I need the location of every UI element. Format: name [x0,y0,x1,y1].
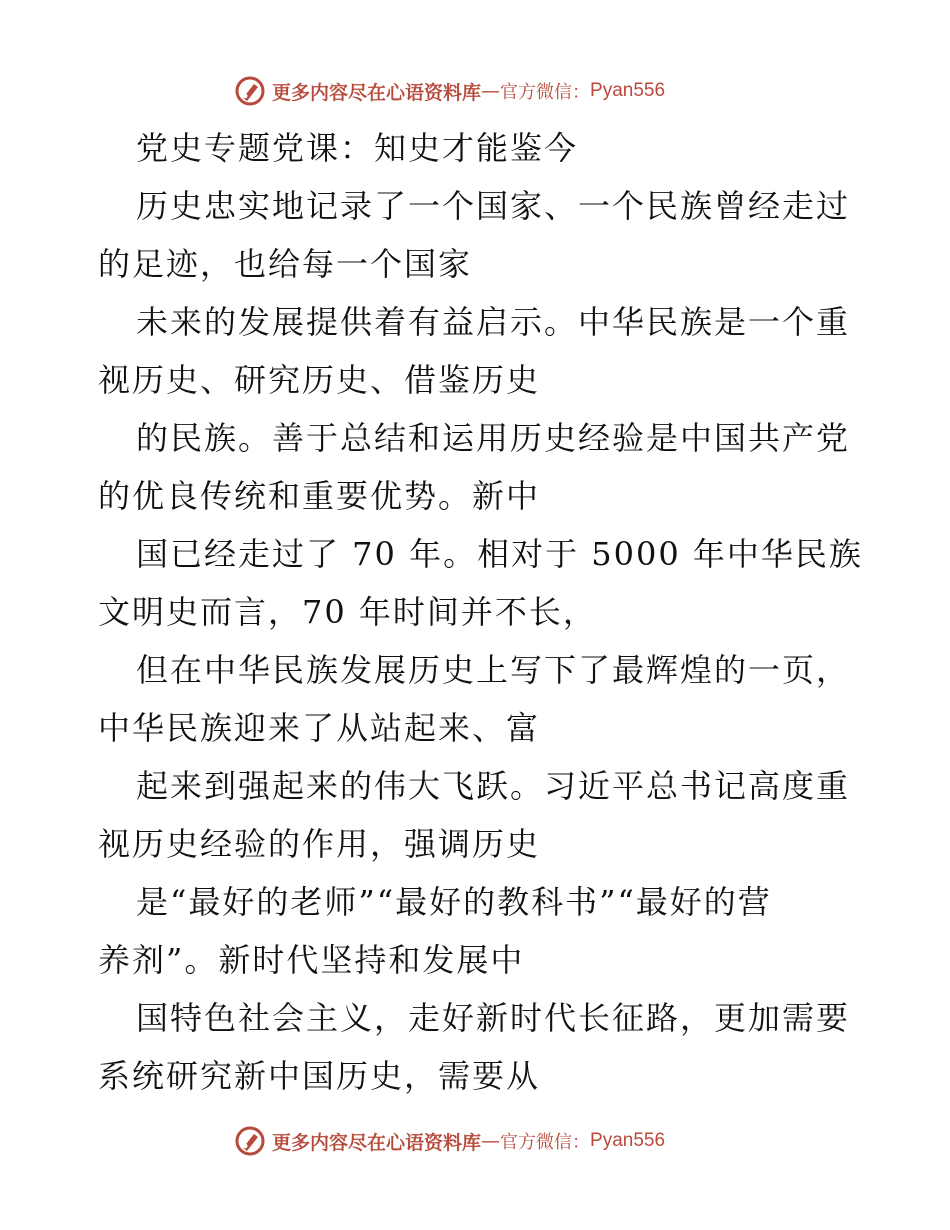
text-line: 历史忠实地记录了一个国家、一个民族曾经走过 [136,187,851,225]
banner-wechat-label: 官方微信： [500,82,591,103]
banner-wechat-label: 官方微信： [500,1132,591,1153]
footer-banner [234,1124,665,1158]
text-line: 是“最好的老师”“最好的教科书”“最好的营 [136,883,772,921]
pen-circle-icon [234,1125,266,1157]
text-line: 养剂”。新时代坚持和发展中 [98,941,525,979]
text-line: 视历史经验的作用，强调历史 [98,825,541,863]
banner-wechat-id: Pyan556 [590,80,666,101]
banner-separator: — [481,80,501,102]
text-line: 系统研究新中国历史，需要从 [98,1057,541,1095]
document-title: 党史专题党课：知史才能鉴今 [136,129,579,167]
text-line: 的足迹，也给每一个国家 [98,245,473,283]
banner-separator: — [481,1130,501,1152]
text-line: 中华民族迎来了从站起来、富 [98,709,541,747]
text-line: 未来的发展提供着有益启示。中华民族是一个重 [136,303,851,341]
pen-circle-icon [234,75,266,107]
text-line: 起来到强起来的伟大飞跃。习近平总书记高度重 [136,767,851,805]
banner-title: 更多内容尽在心语资料库 [272,81,482,104]
banner-title: 更多内容尽在心语资料库 [272,1131,482,1154]
text-line: 国已经走过了 70 年。相对于 5000 年中华民族 [136,535,863,573]
header-banner [234,74,665,108]
text-line: 国特色社会主义，走好新时代长征路，更加需要 [136,999,851,1037]
text-line: 文明史而言，70 年时间并不长， [98,593,597,631]
text-line: 的优良传统和重要优势。新中 [98,477,541,515]
text-line: 但在中华民族发展历史上写下了最辉煌的一页， [136,651,851,689]
banner-wechat-id: Pyan556 [590,1130,666,1151]
text-line: 视历史、研究历史、借鉴历史 [98,361,541,399]
text-line: 的民族。善于总结和运用历史经验是中国共产党 [136,419,851,457]
